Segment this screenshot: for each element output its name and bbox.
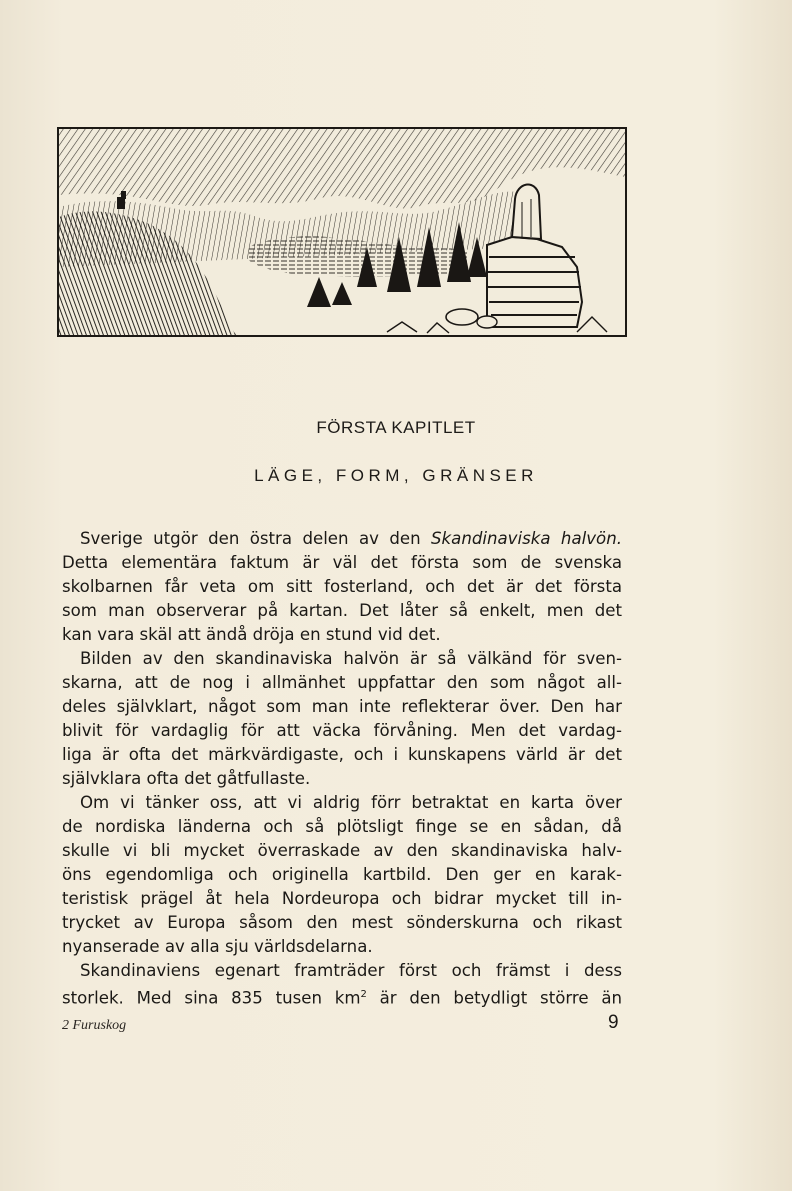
text-line: Skandinaviens egenart framträder först och främst i dess <box>80 961 622 980</box>
chapter-label: FÖRSTA KAPITLET <box>316 418 476 437</box>
text-line: trycket av Europa såsom den mest sönderskurna och rikast <box>62 913 622 932</box>
page-number: 9 <box>608 1012 619 1033</box>
text-line: som man observerar på kartan. Det låter så enkelt, men det <box>62 601 622 620</box>
signature-mark: 2 Furuskog <box>62 1018 127 1033</box>
text-line: liga är ofta det märkvärdigaste, och i kunskapens värld är det <box>62 745 622 764</box>
body-text <box>62 527 622 1007</box>
superscript: 2 <box>360 989 367 1000</box>
text-line: storlek. Med sina 835 tusen $km^2$ är den betydligt större än <box>62 988 622 1008</box>
text-line: självklara ofta det gåtfullaste. <box>62 769 311 788</box>
text-line: deles självklart, något som man inte reflekterar över. Den har <box>62 697 622 716</box>
text-line: skolbarnen får veta om sitt fosterland, och det är det första <box>62 577 622 596</box>
text-line: Om vi tänker oss, att vi aldrig förr betraktat en karta över <box>80 793 622 812</box>
italic-phrase: Skandinaviska halvön. <box>431 529 622 548</box>
text-line: blivit för vardaglig för att väcka förvåning. Men det vardag- <box>62 721 622 740</box>
text-line: Bilden av den skandinaviska halvön är så välkänd för sven- <box>80 649 622 668</box>
woodcut-illustration <box>57 127 627 337</box>
text-line: de nordiska länderna och så plötsligt finge se en sådan, då <box>62 817 622 836</box>
text-line: öns egendomliga och originella kartbild. Den ger en karak- <box>62 865 622 884</box>
text-line: kan vara skäl att ändå dröja en stund vid det. <box>62 625 441 644</box>
text-line: teristisk prägel åt hela Nordeuropa och bidrar mycket till in- <box>62 889 622 908</box>
chapter-title: LÄGE, FORM, GRÄNSER <box>254 466 538 485</box>
text-line: Sverige utgör den östra delen av den Skandinaviska halvön. <box>80 529 622 548</box>
text-line: Detta elementära faktum är väl det första som de svenska <box>62 553 622 572</box>
text-line: skarna, att de nog i allmänhet uppfattar den som något all- <box>62 673 622 692</box>
text-line: nyanserade av alla sju världsdelarna. <box>62 937 373 956</box>
text-line: skulle vi bli mycket överraskade av den skandinaviska halv- <box>62 841 622 860</box>
